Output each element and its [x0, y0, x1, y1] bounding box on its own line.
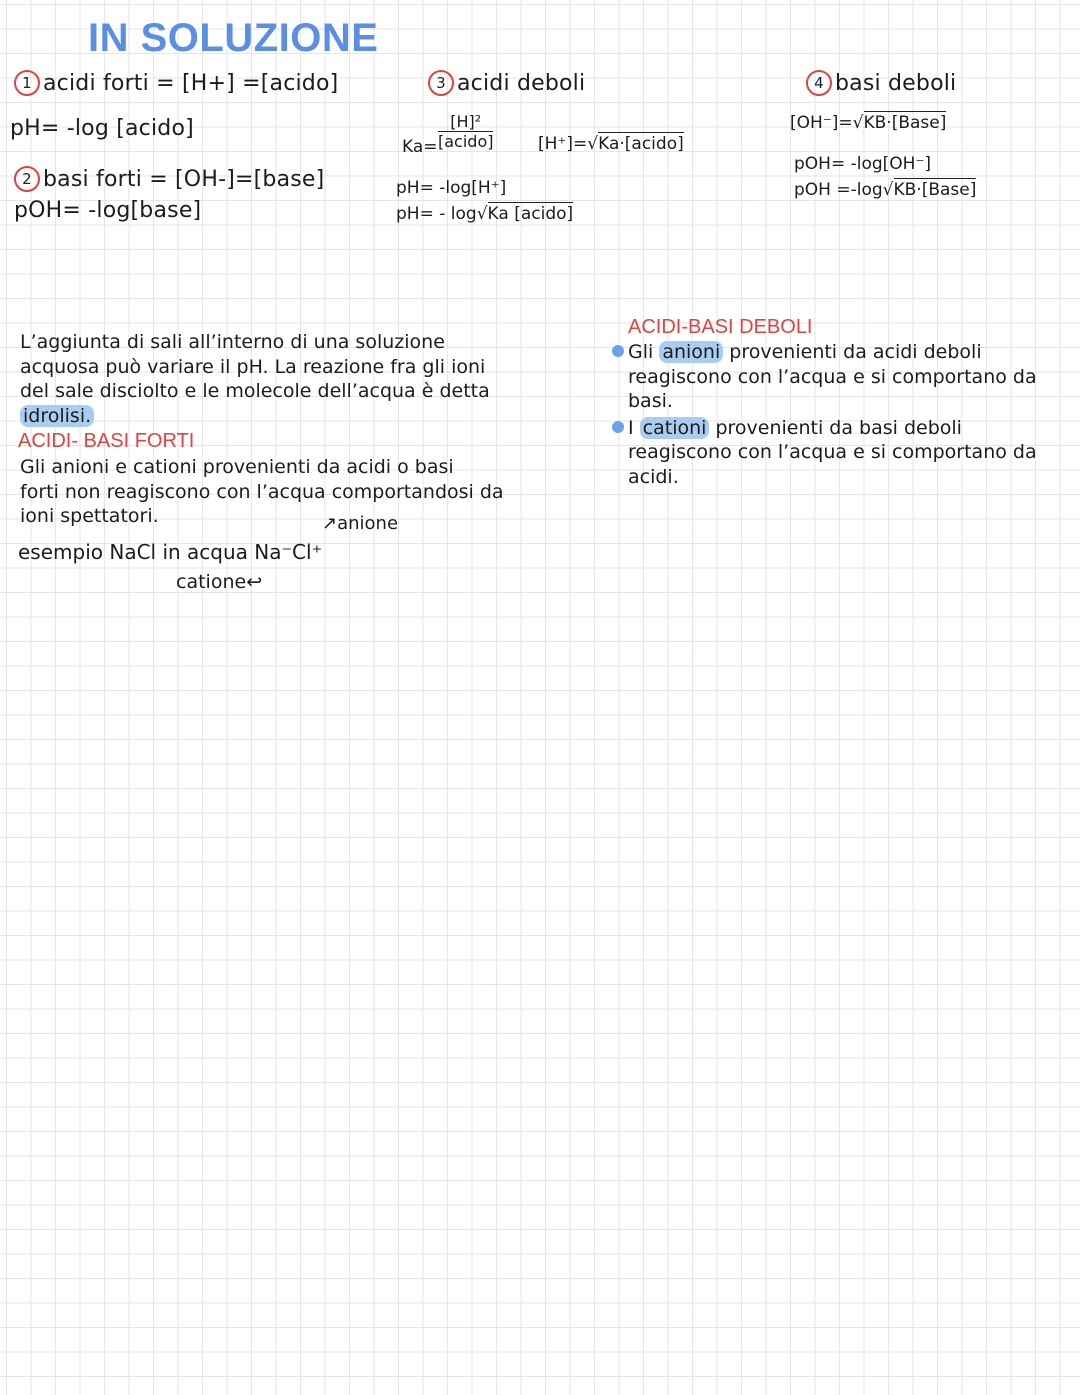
bullet1-line2: reagiscono con l’acqua e si comportano da [628, 365, 1037, 388]
oh-prefix: [OH⁻]= [790, 113, 853, 133]
weak-paragraph [612, 340, 1037, 489]
ph2-sqrt: Ka [acido] [487, 204, 574, 224]
catione-label: catione [176, 571, 247, 593]
ka-numerator: [H]² [438, 112, 493, 132]
weak-acids-title: acidi deboli [457, 71, 586, 96]
anione-label: anione [337, 513, 399, 534]
bullet-icon [612, 345, 624, 357]
anioni-highlight: anioni [659, 341, 723, 363]
idrolisi-highlight: idrolisi. [20, 405, 94, 427]
strong-bases-line [14, 166, 324, 192]
intro-line: acquosa può variare il pH. La reazione fra gli ioni [20, 355, 486, 378]
sqrt-symbol: √ [882, 180, 894, 200]
bullet1-line3: basi. [628, 390, 673, 412]
intro-line: del sale disciolto e le molecole dell’acqua è detta [20, 380, 490, 402]
weak-section-heading: ACIDI-BASI DEBOLI [628, 316, 813, 338]
strong-bases-formula: basi forti = [OH-]=[base] [43, 167, 325, 192]
cationi-highlight: cationi [640, 417, 710, 439]
h-ion-sqrt: Ka·[acido] [598, 134, 684, 154]
ka-fraction [438, 112, 493, 151]
number-badge-2: 2 [14, 166, 40, 192]
weak-acids-heading [428, 70, 585, 96]
weak-acid-ph1: pH= -log[H⁺] [396, 178, 507, 198]
number-badge-1: 1 [14, 70, 40, 96]
bullet2-line3: acidi. [628, 465, 679, 488]
strong-bases-poh: pOH= -log[base] [14, 198, 202, 223]
poh2-prefix: pOH =-log [794, 180, 883, 200]
oh-sqrt: KB·[Base] [863, 113, 947, 133]
h-ion-formula [538, 134, 684, 154]
bullet2-pre: I [628, 416, 634, 439]
curved-arrow-icon: ↗ [322, 513, 338, 534]
sqrt-symbol: √ [587, 134, 599, 154]
poh2-sqrt: KB·[Base] [893, 180, 977, 200]
weak-bases-heading [806, 70, 956, 96]
strong-line: forti non reagiscono con l’acqua comportandosi da [20, 480, 504, 503]
strong-line: ioni spettatori. [20, 505, 159, 527]
bullet1-pre: Gli [628, 341, 654, 363]
ph2-prefix: pH= - log [396, 204, 477, 224]
catione-annotation [176, 571, 262, 593]
number-badge-4: 4 [806, 70, 832, 96]
curved-arrow-icon: ↩ [246, 571, 263, 593]
weak-base-poh1: pOH= -log[OH⁻] [794, 154, 932, 174]
intro-paragraph [20, 330, 490, 428]
strong-paragraph [20, 455, 504, 529]
strong-acids-ph: pH= -log [acido] [10, 116, 194, 141]
strong-section-heading: ACIDI- BASI FORTI [18, 430, 195, 452]
number-badge-3: 3 [428, 70, 454, 96]
anione-annotation [322, 513, 398, 534]
weak-acid-ph2 [396, 204, 573, 224]
intro-line: L’aggiunta di sali all’interno di una soluzione [20, 331, 445, 353]
bullet2-post: provenienti da basi deboli [715, 416, 962, 439]
h-ion-prefix: [H⁺]= [538, 134, 588, 154]
sqrt-symbol: √ [852, 113, 864, 133]
bullet-icon [612, 421, 624, 433]
strong-acids-line [14, 70, 338, 96]
weak-base-poh2 [794, 180, 976, 200]
example-line: esempio NaCl in acqua Na⁻Cl⁺ [18, 540, 323, 564]
oh-formula [790, 113, 946, 133]
strong-line: Gli anioni e cationi provenienti da acidi o basi [20, 456, 454, 478]
bullet2-line2: reagiscono con l’acqua e si comportano da [628, 441, 1037, 463]
strong-acids-formula: acidi forti = [H+] =[acido] [43, 71, 339, 96]
sqrt-symbol: √ [476, 204, 488, 224]
ka-denominator: [acido] [438, 132, 494, 151]
bullet1-post: provenienti da acidi deboli [729, 341, 982, 363]
weak-bases-title: basi deboli [835, 71, 957, 96]
ka-prefix: Ka= [402, 137, 438, 157]
page-title: IN SOLUZIONE [88, 16, 379, 60]
